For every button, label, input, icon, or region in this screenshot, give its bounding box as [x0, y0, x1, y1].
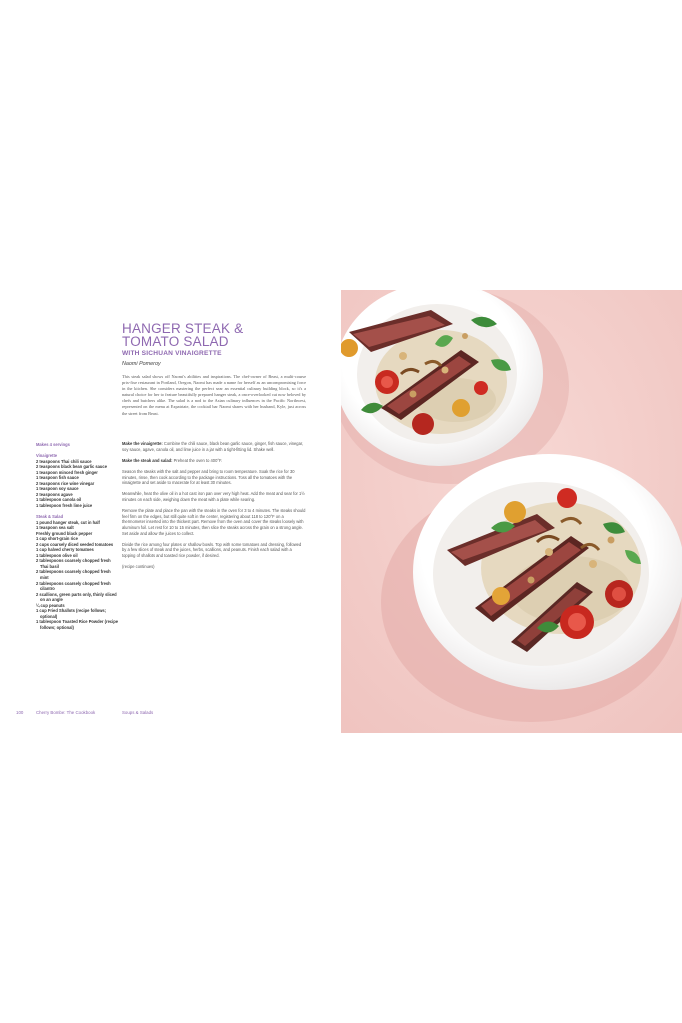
- book-title-footer: Cherry Bombe: The Cookbook: [36, 710, 96, 715]
- recipe-author: Naomi Pomeroy: [122, 361, 161, 367]
- ingredient-item: 2 cups coarsely diced seeded tomatoes: [36, 541, 114, 547]
- ingredient-item: 2 tablespoons coarsely chopped fresh cilantro: [36, 580, 111, 592]
- ingredient-item: 1 cup halved cherry tomatoes: [36, 547, 94, 553]
- method-step-6: Divide the rice among four plates or shallow bowls. Top with some tomatoes and dressing, followed by a few slices of steak and the juices, herbs, scallions, and peanuts. Finish each salad with a topping of shallots and toasted rice powder, if desired.: [122, 541, 302, 558]
- recipe-continues-note: (recipe continues): [122, 564, 155, 570]
- ingredient-item: Freshly ground black pepper: [36, 530, 93, 536]
- ingredient-item: 1 tablespoon Toasted Rice Powder (recipe follows; optional): [36, 619, 119, 630]
- ingredient-item: 1 cup Fried Shallots (recipe follows; optional): [36, 608, 107, 619]
- ingredient-item: 1 tablespoon fresh lime juice: [36, 502, 93, 508]
- ingredient-item: 1 teaspoon minced fresh ginger: [36, 469, 98, 475]
- method-step-2: [122, 458, 306, 464]
- recipe-subtitle: WITH SICHUAN VINAIGRETTE: [122, 350, 222, 357]
- bottom-plate: [413, 454, 682, 690]
- salad-photo-illustration: [341, 290, 682, 733]
- recipe-title: [122, 322, 322, 348]
- steak-heading: Steak & Salad: [36, 514, 64, 520]
- recipe-method: [122, 441, 306, 575]
- ingredient-item: 2 scallions, green parts only, thinly sliced on an angle: [36, 591, 117, 603]
- steak-ingredient-list: [36, 520, 120, 631]
- ingredient-item: 2 tablespoons coarsely chopped fresh Thai basil: [36, 558, 111, 569]
- ingredient-item: 1 teaspoon fish sauce: [36, 475, 79, 481]
- vinaigrette-ingredient-list: [36, 459, 120, 509]
- ingredient-item: 2 tablespoons coarsely chopped fresh mint: [36, 569, 111, 581]
- ingredient-item: 1 tablespoon canola oil: [36, 497, 82, 503]
- ingredient-item: 2 teaspoons black bean garlic sauce: [36, 464, 107, 470]
- ingredient-item: 2 teaspoons agave: [36, 491, 73, 497]
- method-step-4: Meanwhile, heat the olive oil in a hot cast iron pan over very high heat. Add the meat and sear for 1½ minutes on each side, weighing down the meat with a plate while searing.: [122, 491, 305, 502]
- step-1-label: Make the vinaigrette:: [122, 441, 163, 446]
- servings-label: Makes 4 servings: [36, 442, 70, 447]
- method-step-1: [122, 441, 306, 452]
- ingredient-item: 1 cup short-grain rice: [36, 536, 78, 542]
- salad-photo: [341, 290, 682, 733]
- step-1-text: Combine the chili sauce, black bean garlic sauce, ginger, fish sauce, vinegar, soy sauce, agave, canola oil, and lime juice in a jar with a tight-fitting lid. Shake well.: [122, 441, 304, 452]
- recipe-intro: This steak salad shows off Naomi's abilities and inspirations. The chef-owner of Beast, a multi-course prix-fixe restaurant in Portland, Oregon, Naomi has made a name for herself as an uncompromising force in the kitchen. She considers mastering the perfect sear an essential culinary building block, so it's a natural choice for her to feature beautifully prepared hanger steak, a once-overlooked cut now beloved by chefs and butchers alike. The salad is a nod to the Asian culinary influences in the Pacific Northwest, represented on the menu at Expatriate, the cocktail bar Naomi shares with her husband, Kyle, just across the street from Beast.: [122, 374, 306, 416]
- section-footer: Soups & Salads: [122, 710, 154, 715]
- ingredients-column: [36, 442, 120, 631]
- recipe-title-line-2: TOMATO SALAD: [122, 334, 229, 349]
- step-2-text: Preheat the oven to 400°F.: [172, 457, 223, 463]
- vinaigrette-heading: Vinaigrette: [36, 453, 58, 459]
- method-step-3: Season the steaks with the salt and pepper and bring to room temperature. Soak the rice for 30 minutes, rinse, then cook according to the package instructions. Toss all the tomatoes with the vinaigrette and set aside to macerate for at least 30 minutes.: [122, 468, 295, 486]
- step-2-label: Make the steak and salad:: [122, 457, 173, 463]
- page-number: 100: [16, 710, 24, 715]
- ingredient-item: 2 teaspoons rice wine vinegar: [36, 480, 95, 486]
- method-step-5: Remove the plate and place the pan with the steaks in the oven for 3 to 4 minutes. The steaks should feel firm on the edges, but still quite soft in the center, registering about 118 to 120°F on a thermometer inserted into the thickest part. Remove from the oven and cover the steaks loosely with aluminum foil. Let rest for 10 to 15 minutes, then slice the steaks across the grain on a strong angle. Set aside and allow the juices to collect.: [122, 508, 306, 536]
- ingredient-item: 1 teaspoon sea salt: [36, 525, 74, 531]
- ingredient-item: 1 tablespoon olive oil: [36, 552, 78, 558]
- ingredient-item: ¼ cup peanuts: [36, 602, 65, 608]
- recipe-title-line-1: HANGER STEAK &: [122, 321, 244, 336]
- ingredient-item: 1 teaspoon soy sauce: [36, 486, 79, 492]
- ingredient-item: 2 teaspoons Thai chili sauce: [36, 458, 92, 464]
- ingredient-item: 1 pound hanger steak, cut in half: [36, 519, 100, 525]
